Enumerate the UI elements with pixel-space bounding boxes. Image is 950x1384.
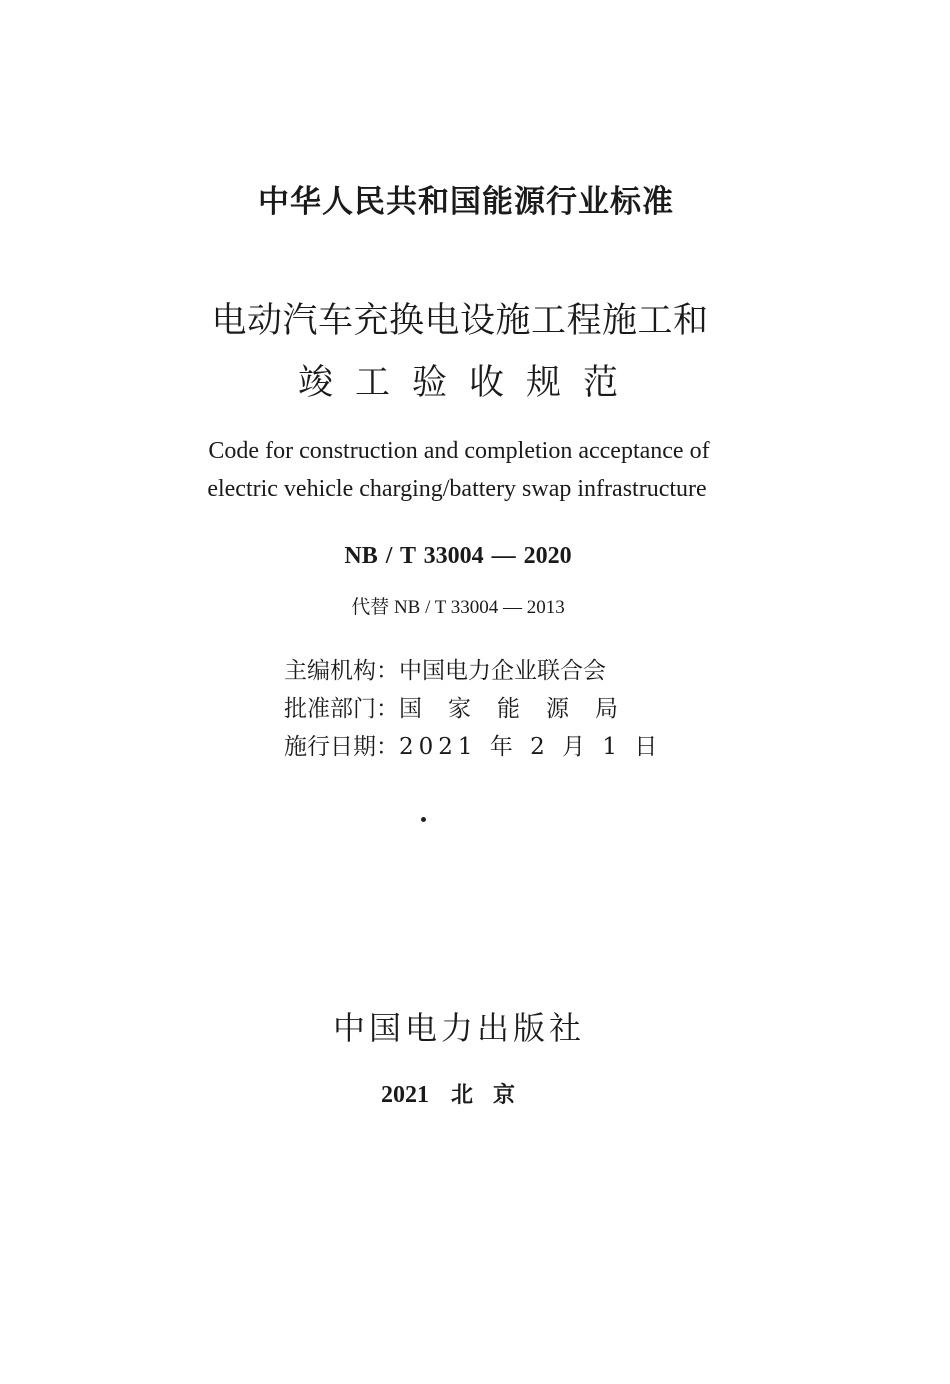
industry-standard-heading: 中华人民共和国能源行业标准 xyxy=(258,184,674,220)
date-row xyxy=(284,728,662,766)
info-block xyxy=(284,652,662,766)
stray-dot-mark xyxy=(421,817,426,822)
approver-label: 批准部门： xyxy=(284,696,399,722)
replaces-standard: 代替 NB / T 33004 — 2013 xyxy=(351,597,565,618)
standard-code: NB / T 33004 — 2020 xyxy=(344,543,572,569)
publication-city: 北京 xyxy=(450,1083,535,1108)
title-cn-line2: 竣工验收规范 xyxy=(297,363,640,403)
date-value: 2021 年 2 月 1 日 xyxy=(399,734,663,760)
title-en-line1: Code for construction and completion acceptance of xyxy=(208,438,710,464)
approver-row xyxy=(284,690,662,728)
editor-row xyxy=(284,652,662,690)
editor-value: 中国电力企业联合会 xyxy=(399,658,606,684)
publication-line xyxy=(0,1078,933,1109)
editor-label: 主编机构： xyxy=(284,658,399,684)
title-cn-line1: 电动汽车充换电设施工程施工和 xyxy=(211,301,709,341)
date-label: 施行日期： xyxy=(284,734,399,760)
publisher-name: 中国电力出版社 xyxy=(332,1009,585,1047)
title-en-line2: electric vehicle charging/battery swap infrastructure xyxy=(207,476,707,502)
approver-value: 国家能源局 xyxy=(399,696,644,722)
publication-year: 2021 xyxy=(380,1082,429,1108)
